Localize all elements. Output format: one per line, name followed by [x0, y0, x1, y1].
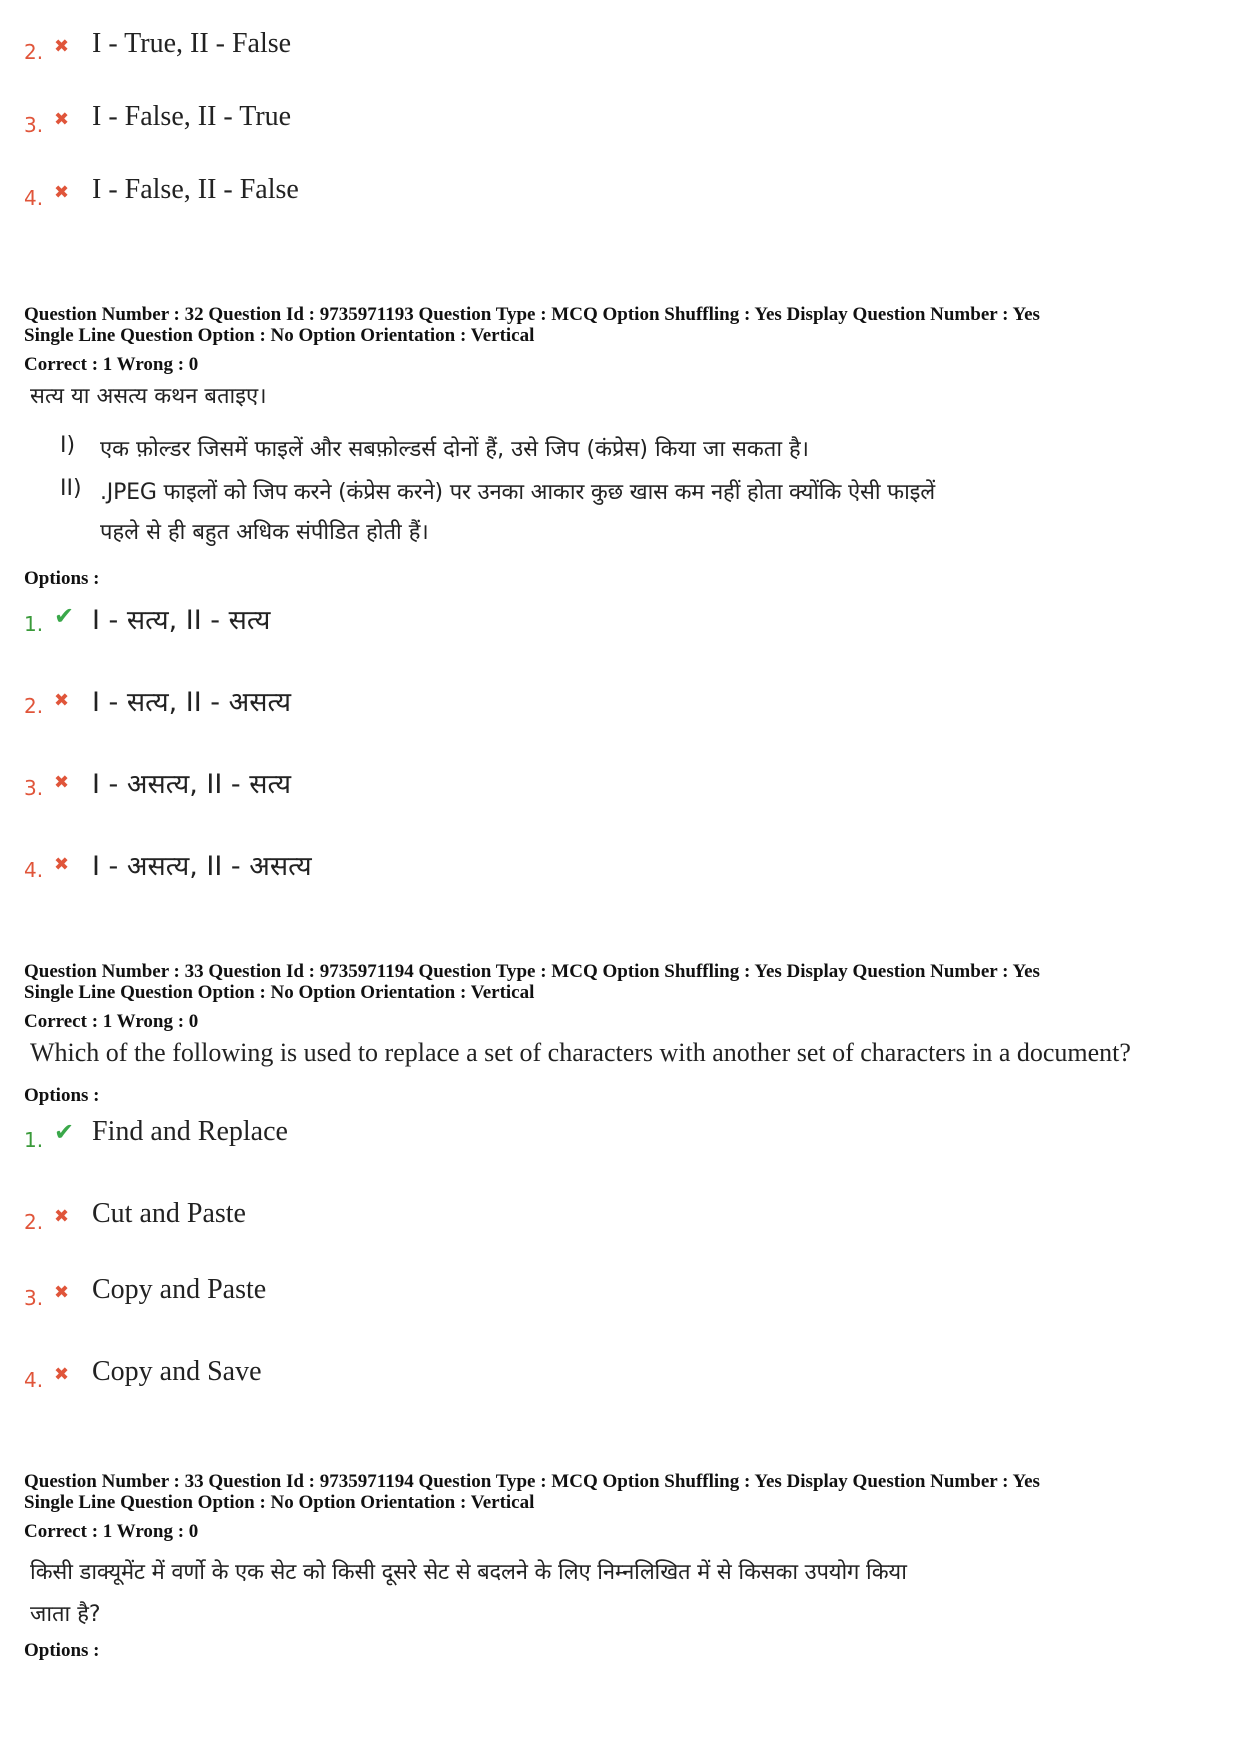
option-number: 2. [24, 40, 44, 64]
cross-icon: ✖ [54, 109, 70, 130]
option-number: 4. [24, 1368, 44, 1392]
option-text: I - True, II - False [92, 28, 292, 59]
statement-text: .JPEG फाइलों को जिप करने (कंप्रेस करने) पर उनका आकार कुछ खास कम नहीं होता क्योंकि ऐसी फाइलें [100, 480, 935, 505]
option-text: I - असत्य, II - असत्य [92, 851, 312, 882]
cross-icon: ✖ [54, 182, 70, 203]
option-number: 1. [24, 1128, 44, 1152]
cross-icon: ✖ [54, 690, 70, 711]
option-text: I - असत्य, II - सत्य [92, 769, 291, 800]
option-text: I - False, II - True [92, 101, 292, 132]
cross-icon: ✖ [54, 1364, 70, 1385]
answer-key: Correct : 1 Wrong : 0 [24, 354, 199, 375]
check-icon: ✔ [54, 602, 75, 630]
statement-label: I) [60, 433, 76, 458]
options-label: Options : [24, 568, 100, 589]
option-number: 3. [24, 776, 44, 800]
option-text: Copy and Save [92, 1356, 262, 1387]
option-text: I - सत्य, II - असत्य [92, 687, 291, 718]
answer-key: Correct : 1 Wrong : 0 [24, 1521, 199, 1542]
cross-icon: ✖ [54, 854, 70, 875]
question-meta: Single Line Question Option : No Option Orientation : Vertical [24, 982, 535, 1003]
cross-icon: ✖ [54, 772, 70, 793]
question-text: सत्य या असत्य कथन बताइए। [30, 384, 267, 409]
option-text: I - False, II - False [92, 174, 299, 205]
question-meta: Question Number : 32 Question Id : 9735971193 Question Type : MCQ Option Shuffling : Yes Display Question Number : Yes [24, 304, 1040, 325]
answer-key: Correct : 1 Wrong : 0 [24, 1011, 199, 1032]
options-label: Options : [24, 1085, 100, 1106]
question-meta: Single Line Question Option : No Option Orientation : Vertical [24, 325, 535, 346]
option-text: Find and Replace [92, 1116, 288, 1147]
cross-icon: ✖ [54, 36, 70, 57]
option-text: I - सत्य, II - सत्य [92, 605, 271, 636]
question-text: जाता है? [30, 1602, 101, 1627]
statement-text: एक फ़ोल्डर जिसमें फाइलें और सबफ़ोल्डर्स दोनों हैं, उसे जिप (कंप्रेस) किया जा सकता है। [100, 437, 810, 462]
option-number: 4. [24, 186, 44, 210]
options-label: Options : [24, 1640, 100, 1661]
check-icon: ✔ [54, 1118, 75, 1146]
question-meta: Question Number : 33 Question Id : 9735971194 Question Type : MCQ Option Shuffling : Yes Display Question Number : Yes [24, 961, 1040, 982]
statement-text: पहले से ही बहुत अधिक संपीडित होती हैं। [100, 520, 429, 545]
option-text: Copy and Paste [92, 1274, 267, 1305]
option-number: 3. [24, 113, 44, 137]
cross-icon: ✖ [54, 1206, 70, 1227]
statement-label: II) [60, 476, 82, 501]
cross-icon: ✖ [54, 1282, 70, 1303]
option-number: 4. [24, 858, 44, 882]
question-meta: Single Line Question Option : No Option Orientation : Vertical [24, 1492, 535, 1513]
option-number: 1. [24, 612, 44, 636]
option-number: 2. [24, 694, 44, 718]
option-number: 2. [24, 1210, 44, 1234]
option-number: 3. [24, 1286, 44, 1310]
question-meta: Question Number : 33 Question Id : 9735971194 Question Type : MCQ Option Shuffling : Yes Display Question Number : Yes [24, 1471, 1040, 1492]
option-text: Cut and Paste [92, 1198, 246, 1229]
question-text: Which of the following is used to replace a set of characters with another set of characters in a document? [30, 1038, 1131, 1067]
question-text: किसी डाक्यूमेंट में वर्णो के एक सेट को किसी दूसरे सेट से बदलने के लिए निम्नलिखित में से किसका उपयोग किया [30, 1560, 907, 1585]
